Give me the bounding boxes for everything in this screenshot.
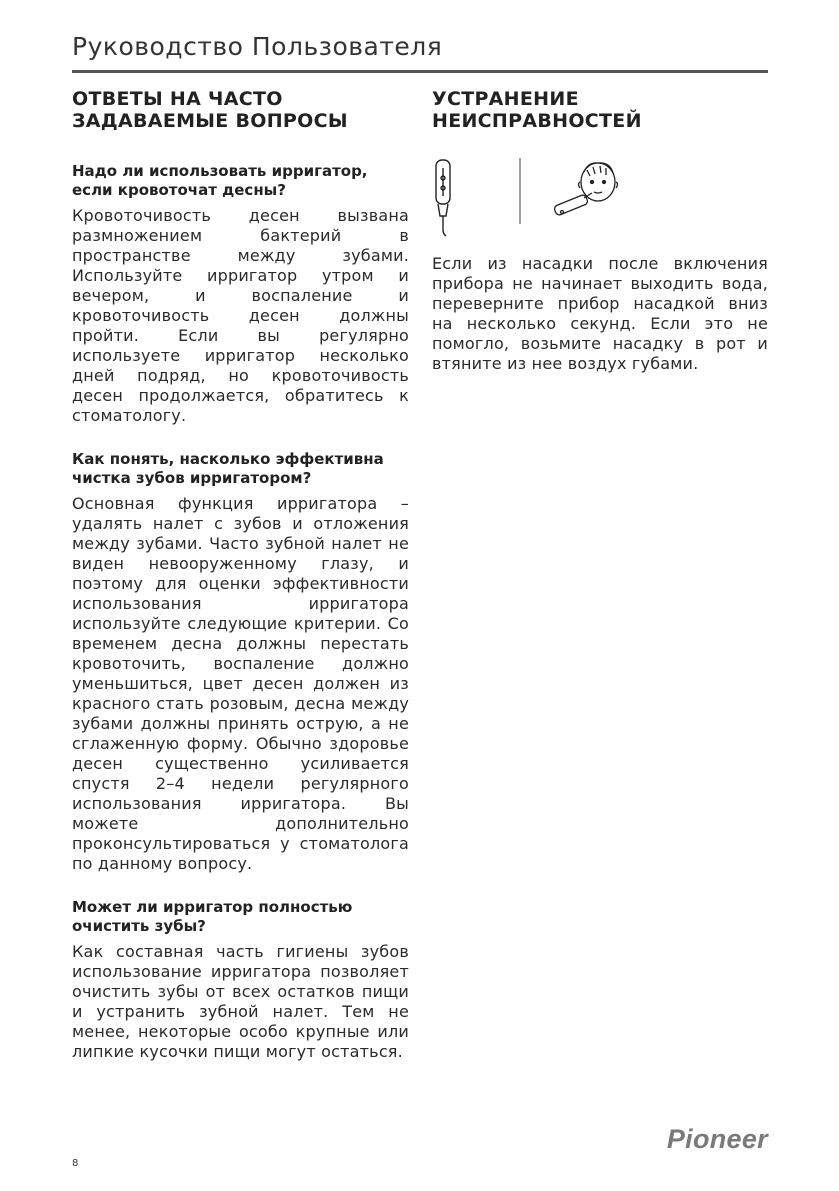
irrigator-illustration-icon <box>432 156 632 238</box>
page-title: Руководство Пользователя <box>72 32 443 61</box>
troubleshooting-text: Если из насадки после включения прибора не начинает выходить вода, переверните прибор насадкой вниз на несколько секунд. Если это не помогло, возьмите насадку в рот и втяните из нее воздух губами. <box>432 254 768 373</box>
page-header <box>72 30 768 73</box>
faq-section-title <box>72 88 409 132</box>
faq-answer-1: Кровоточивость десен вызвана размножением бактерий в пространстве между зубами. Используйте ирригатор утром и вечером, и воспаление и кровоточивость десен должны пройти. Если вы регулярно используете ирригатор несколько дней подряд, но кровоточивость десен продолжается, обратитесь к стоматологу. <box>72 206 409 425</box>
troubleshooting-title-line2: НЕИСПРАВНОСТЕЙ <box>432 110 642 132</box>
troubleshooting-illustration <box>432 156 768 228</box>
faq-answer-3: Как составная часть гигиены зубов использование ирригатора позволяет очистить зубы от всех остатков пищи и устранить зубной налет. Тем не менее, некоторые особо крупные или липкие кусочки пищи могут остаться. <box>72 942 409 1061</box>
faq-title-line1: ОТВЕТЫ НА ЧАСТО <box>72 88 283 110</box>
faq-question-1: Надо ли использовать ирригатор, если кровоточат десны? <box>72 162 368 199</box>
troubleshooting-title-line1: УСТРАНЕНИЕ <box>432 88 579 110</box>
page-number: 8 <box>72 1158 79 1169</box>
faq-question-3: Может ли ирригатор полностью очистить зубы? <box>72 898 353 935</box>
brand-logo: Pioneer <box>666 1124 768 1154</box>
faq-answer-2: Основная функция ирригатора – удалять налет с зубов и отложения между зубами. Часто зубной налет не виден невооруженному глазу, и поэтому для оценки эффективности использования ирригатора используйте следующие критерии. Со временем десна должны перестать кровоточить, воспаление должно уменьшиться, цвет десен должен из красного стать розовым, десна между зубами должны принять острую, а не сглаженную форму. Обычно здоровье десен существенно усиливается спустя 2–4 недели регулярного использования ирригатора. Вы можете дополнительно проконсультироваться у стоматолога по данному вопросу. <box>72 494 409 873</box>
troubleshooting-column <box>432 88 768 398</box>
troubleshooting-section-title <box>432 88 768 132</box>
faq-question-2: Как понять, насколько эффективна чистка зубов ирригатором? <box>72 450 384 487</box>
faq-column <box>72 88 409 1086</box>
faq-title-line2: ЗАДАВАЕМЫЕ ВОПРОСЫ <box>72 110 348 132</box>
